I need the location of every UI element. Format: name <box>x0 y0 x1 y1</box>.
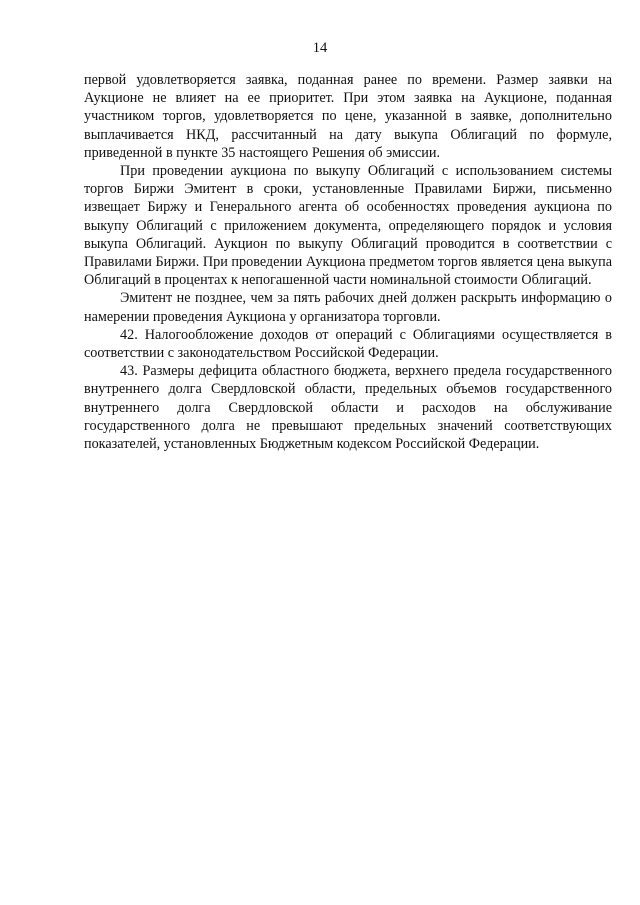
paragraph-auction-procedure: При проведении аукциона по выкупу Облигаций с использованием системы торгов Биржи Эмитент в сроки, установленные Правилами Биржи, письменно извещает Биржу и Генерального агента об особенностях проведения аукциона по выкупу Облигаций с приложением документа, определяющего порядок и условия выкупа Облигаций. Аукцион по выкупу Облигаций проводится в соответствии с Правилами Биржи. При проведении Аукциона предметом торгов является цена выкупа Облигаций в процентах к непогашенной части номинальной стоимости Облигаций. <box>84 163 612 289</box>
paragraph-43-budget-limits: 43. Размеры дефицита областного бюджета, верхнего предела государственного внутреннего долга Свердловской области, предельных объемов государственного внутреннего долга Свердловской области и расходов на обслуживание государственного долга не превышают предельных значений соответствующих показателей, установленных Бюджетным кодексом Российской Федерации. <box>84 363 612 453</box>
document-body <box>84 71 612 453</box>
paragraph-continuation: первой удовлетворяется заявка, поданная ранее по времени. Размер заявки на Аукционе не влияет на ее приоритет. При этом заявка на Аукционе, поданная участником торгов, удовлетворяется по цене, указанной в заявке, дополнительно выплачивается НКД, рассчитанный на дату выкупа Облигаций по формуле, приведенной в пункте 35 настоящего Решения об эмиссии. <box>84 72 612 161</box>
paragraph-disclosure: Эмитент не позднее, чем за пять рабочих дней должен раскрыть информацию о намерении проведения Аукциона у организатора торговли. <box>84 290 612 325</box>
paragraph-42-taxation: 42. Налогообложение доходов от операций с Облигациями осуществляется в соответствии с законодательством Российской Федерации. <box>84 326 612 362</box>
page-number: 14 <box>312 40 328 56</box>
